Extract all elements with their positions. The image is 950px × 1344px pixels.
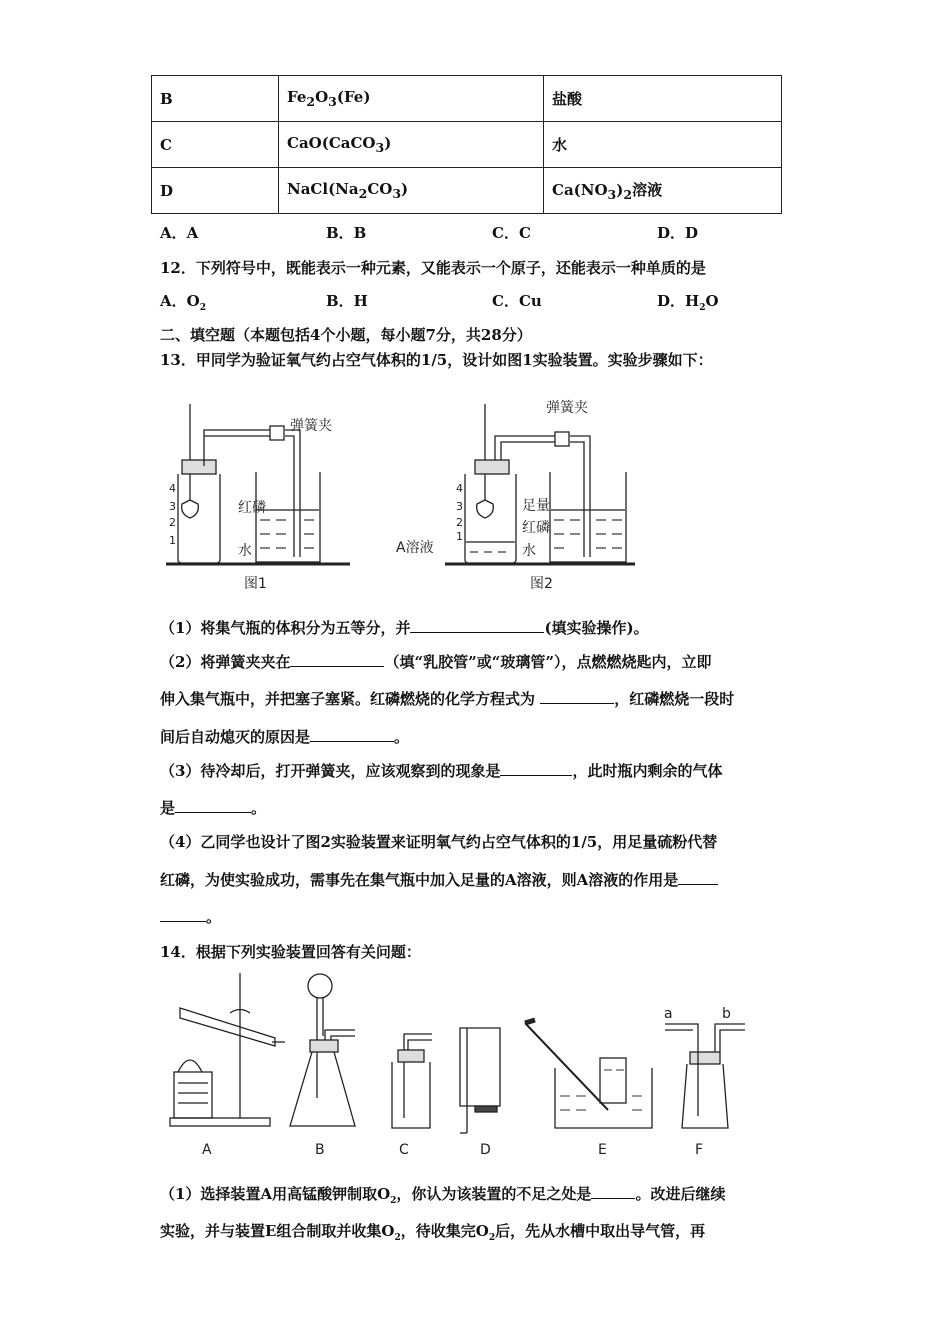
q11-option-b: B．B	[326, 224, 367, 242]
label-d: D	[480, 1142, 491, 1158]
row-reagent: $Ca(NO_3)_2$溶液	[544, 168, 782, 214]
q12-stem: 12．下列符号中，既能表示一种元素，又能表示一个原子，还能表示一种单质的是	[160, 259, 706, 277]
fig2-solution-label: A溶液	[396, 540, 434, 556]
row-reagent: 水	[544, 122, 782, 168]
row-label: C	[152, 122, 279, 168]
fig2-clip-label: 弹簧夹	[546, 400, 588, 416]
label-b: B	[315, 1142, 325, 1158]
table-row	[152, 168, 782, 214]
port-a-label: a	[664, 1006, 673, 1022]
options-table	[151, 75, 782, 214]
q13-p2-line3-text: 间后自动熄灭的原因是	[160, 728, 311, 746]
q13-part3-line1	[160, 760, 722, 781]
q11-option-d: D．D	[657, 224, 699, 242]
q13-part2-line3	[160, 726, 409, 747]
q11-option-a: A．A	[160, 224, 199, 242]
apparatus-a	[170, 973, 285, 1126]
fig2-mark-4: 4	[456, 482, 463, 495]
q13-p2-line2-suffix: ，红磷燃烧一段时	[614, 690, 735, 708]
section-title: 二、填空题（本题包括4个小题，每小题7分，共28分）	[160, 326, 532, 344]
fig2-mark-3: 3	[456, 500, 463, 513]
fig2-mark-2: 2	[456, 516, 463, 529]
q14-p1-text: （1）选择装置A用高锰酸钾制取$O_2$，你认为该装置的不足之处是	[160, 1185, 592, 1206]
fig2-caption: 图2	[530, 576, 553, 592]
fig1-mark-2: 2	[169, 516, 176, 529]
q13-p4-line2-text: 红磷，为使实验成功，需事先在集气瓶中加入足量的A溶液，则A溶液的作用是	[160, 871, 679, 889]
apparatus-b	[290, 974, 355, 1126]
answer-blank[interactable]	[591, 1184, 635, 1199]
apparatus-f	[665, 1024, 745, 1128]
fig1-caption: 图1	[244, 576, 267, 592]
q13-part4-line3	[160, 906, 221, 927]
row-reagent: 盐酸	[544, 76, 782, 122]
q13-p1-suffix: (填实验操作)。	[544, 619, 649, 637]
q12-option-a: A．$O_2$	[160, 292, 206, 313]
q13-figures	[160, 392, 640, 597]
q13-part4-line2	[160, 869, 718, 890]
port-b-label: b	[722, 1006, 731, 1022]
q13-part2-line1	[160, 651, 711, 672]
apparatus-c	[392, 1034, 432, 1128]
fig2-phosphorus-label: 红磷	[522, 520, 550, 536]
q13-p3-text: （3）待冷却后，打开弹簧夹，应该观察到的现象是	[160, 762, 501, 780]
figure-2	[445, 404, 635, 564]
q13-p4-line3-suffix: 。	[206, 908, 222, 926]
q11-option-c: C．C	[492, 224, 531, 242]
q14-p1-suffix: 。改进后继续	[635, 1185, 726, 1203]
q14-stem: 14．根据下列实验装置回答有关问题：	[160, 943, 421, 961]
q12-option-b: B．H	[326, 292, 368, 310]
row-substance: $NaCl(Na_2CO_3)$	[279, 168, 544, 214]
fig2-water-label: 水	[522, 543, 536, 559]
q13-p2-line2-text: 伸入集气瓶中，并把塞子塞紧。红磷燃烧的化学方程式为	[160, 690, 536, 708]
figure-1-water-dashes	[260, 520, 314, 548]
label-e: E	[598, 1142, 607, 1158]
answer-blank[interactable]	[500, 761, 572, 776]
label-c: C	[399, 1142, 409, 1158]
q13-p3-line2-text: 是	[160, 799, 176, 817]
answer-blank[interactable]	[160, 907, 206, 922]
q12-option-d: D．$H_2O$	[657, 292, 719, 313]
q13-p3-line2-suffix: 。	[251, 799, 267, 817]
q14-part1-line2: 实验，并与装置E组合制取并收集$O_2$，待收集完$O_2$后，先从水槽中取出导气管，再	[160, 1222, 706, 1243]
fig1-mark-4: 4	[169, 482, 176, 495]
q14-part1-line1	[160, 1183, 725, 1206]
q13-p3-suffix: ，此时瓶内剩余的气体	[572, 762, 723, 780]
fig1-mark-3: 3	[169, 500, 176, 513]
q13-part4-line1: （4）乙同学也设计了图2实验装置来证明氧气约占空气体积的1/5，用足量硫粉代替	[160, 833, 718, 851]
q13-p1-text: （1）将集气瓶的体积分为五等分，并	[160, 619, 411, 637]
fig2-enough-label: 足量	[522, 498, 550, 514]
row-label: D	[152, 168, 279, 214]
q13-p2-suffix: （填“乳胶管”或“玻璃管”），点燃燃烧匙内，立即	[384, 653, 712, 671]
q13-part2-line2	[160, 688, 734, 709]
answer-blank[interactable]	[310, 727, 394, 742]
answer-blank[interactable]	[540, 689, 614, 704]
row-substance: $Fe_2O_3(Fe)$	[279, 76, 544, 122]
fig1-clip-label: 弹簧夹	[290, 418, 332, 434]
q13-p2-text: （2）将弹簧夹夹在	[160, 653, 291, 671]
q14-apparatus	[160, 968, 760, 1163]
label-a: A	[202, 1142, 212, 1158]
q13-p2-line3-suffix: 。	[394, 728, 410, 746]
answer-blank[interactable]	[290, 652, 384, 667]
table-row	[152, 76, 782, 122]
q13-part1	[160, 617, 649, 638]
fig1-water-label: 水	[238, 543, 252, 559]
table-row	[152, 122, 782, 168]
apparatus-e	[525, 1020, 652, 1128]
q12-option-c: C．Cu	[492, 292, 542, 310]
row-label: B	[152, 76, 279, 122]
row-substance: CaO(CaCO$_3$)	[279, 122, 544, 168]
fig1-phosphorus-label: 红磷	[238, 500, 266, 516]
q13-stem: 13．甲同学为验证氧气约占空气体积的1/5，设计如图1实验装置。实验步骤如下：	[160, 351, 713, 369]
fig2-mark-1: 1	[456, 530, 463, 543]
label-f: F	[695, 1142, 704, 1158]
fig1-mark-1: 1	[169, 534, 176, 547]
answer-blank[interactable]	[175, 798, 251, 813]
q13-part3-line2	[160, 797, 266, 818]
answer-blank[interactable]	[678, 870, 718, 885]
apparatus-d	[460, 1028, 500, 1133]
answer-blank[interactable]	[410, 618, 544, 633]
